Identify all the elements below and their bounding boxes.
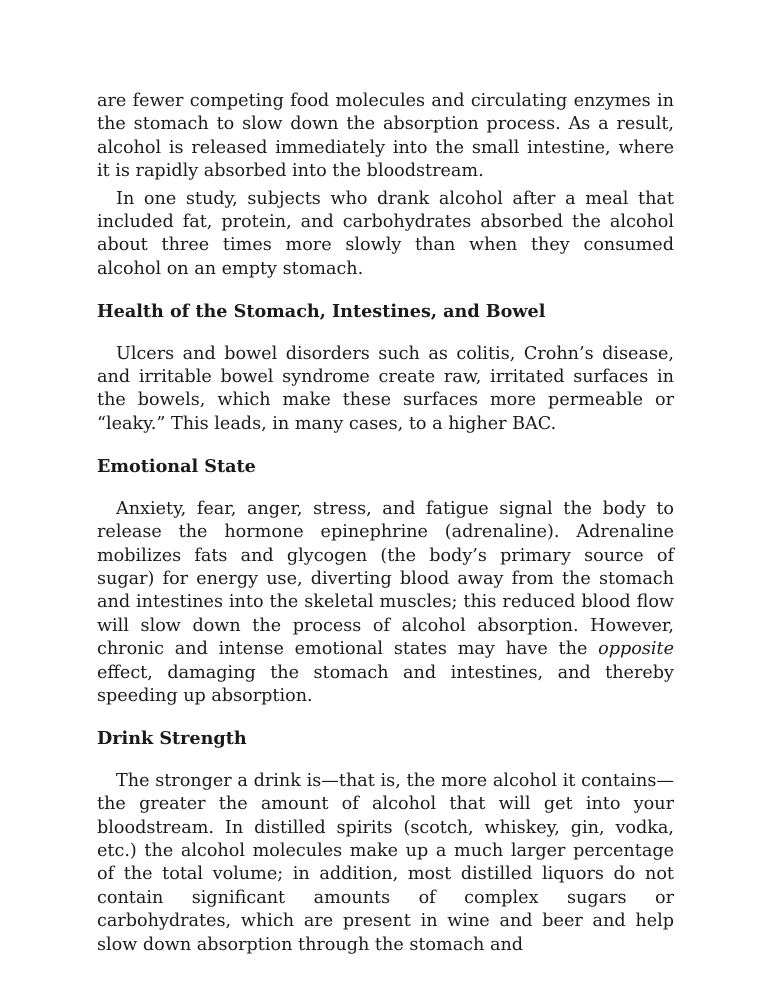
paragraph-drink-strength: The stronger a drink is—that is, the more alcohol it contains—the greater the amount of alcohol that will get into your bloodstream. In distilled spirits (scotch, whiskey, gin, vodka, etc.) the alcohol molecules make up a much larger percentage of the total volume; in addition, most distilled liquors do not contain significant amounts of complex sugars or carbohydrates, which are present in wine and beer and help slow down absorption through the stomach and [97,770,674,955]
emphasis-opposite: opposite [598,639,674,660]
paragraph-study: In one study, subjects who drank alcohol after a meal that included fat, protein, and carbohydrates absorbed the alcohol about three times more slowly than when they consumed alcohol on an empty stomach. [97,188,674,279]
heading-drink-strength: Drink Strength [97,728,247,750]
document-page [97,90,674,957]
paragraph-ulcers: Ulcers and bowel disorders such as colitis, Crohn’s disease, and irritable bowel syndrome create raw, irritated surfaces in the bowels, which make these surfaces more permeable or “leaky.” This leads, in many cases, to a higher BAC. [97,343,674,434]
paragraph-emotional-text-a: Anxiety, fear, anger, stress, and fatigue signal the body to release the hormone epinephrine (adrenaline). Adrenaline mobilizes fats and glycogen (the body’s primary source of sugar) for energy use, diverting blood away from the stomach and intestines into the skeletal muscles; this reduced blood flow will slow down the process of alcohol absorption. However, chronic and intense emotional states may have the [97,498,674,660]
heading-stomach-health: Health of the Stomach, Intestines, and Bowel [97,301,546,323]
paragraph-emotional [97,498,674,709]
paragraph-continued: are fewer competing food molecules and circulating enzymes in the stomach to slow down the absorption process. As a result, alcohol is released immediately into the small intestine, where it is rapidly absorbed into the bloodstream. [97,91,674,182]
heading-emotional-state: Emotional State [97,456,256,478]
paragraph-emotional-text-b: effect, damaging the stomach and intestines, and thereby speeding up absorption. [97,662,674,706]
